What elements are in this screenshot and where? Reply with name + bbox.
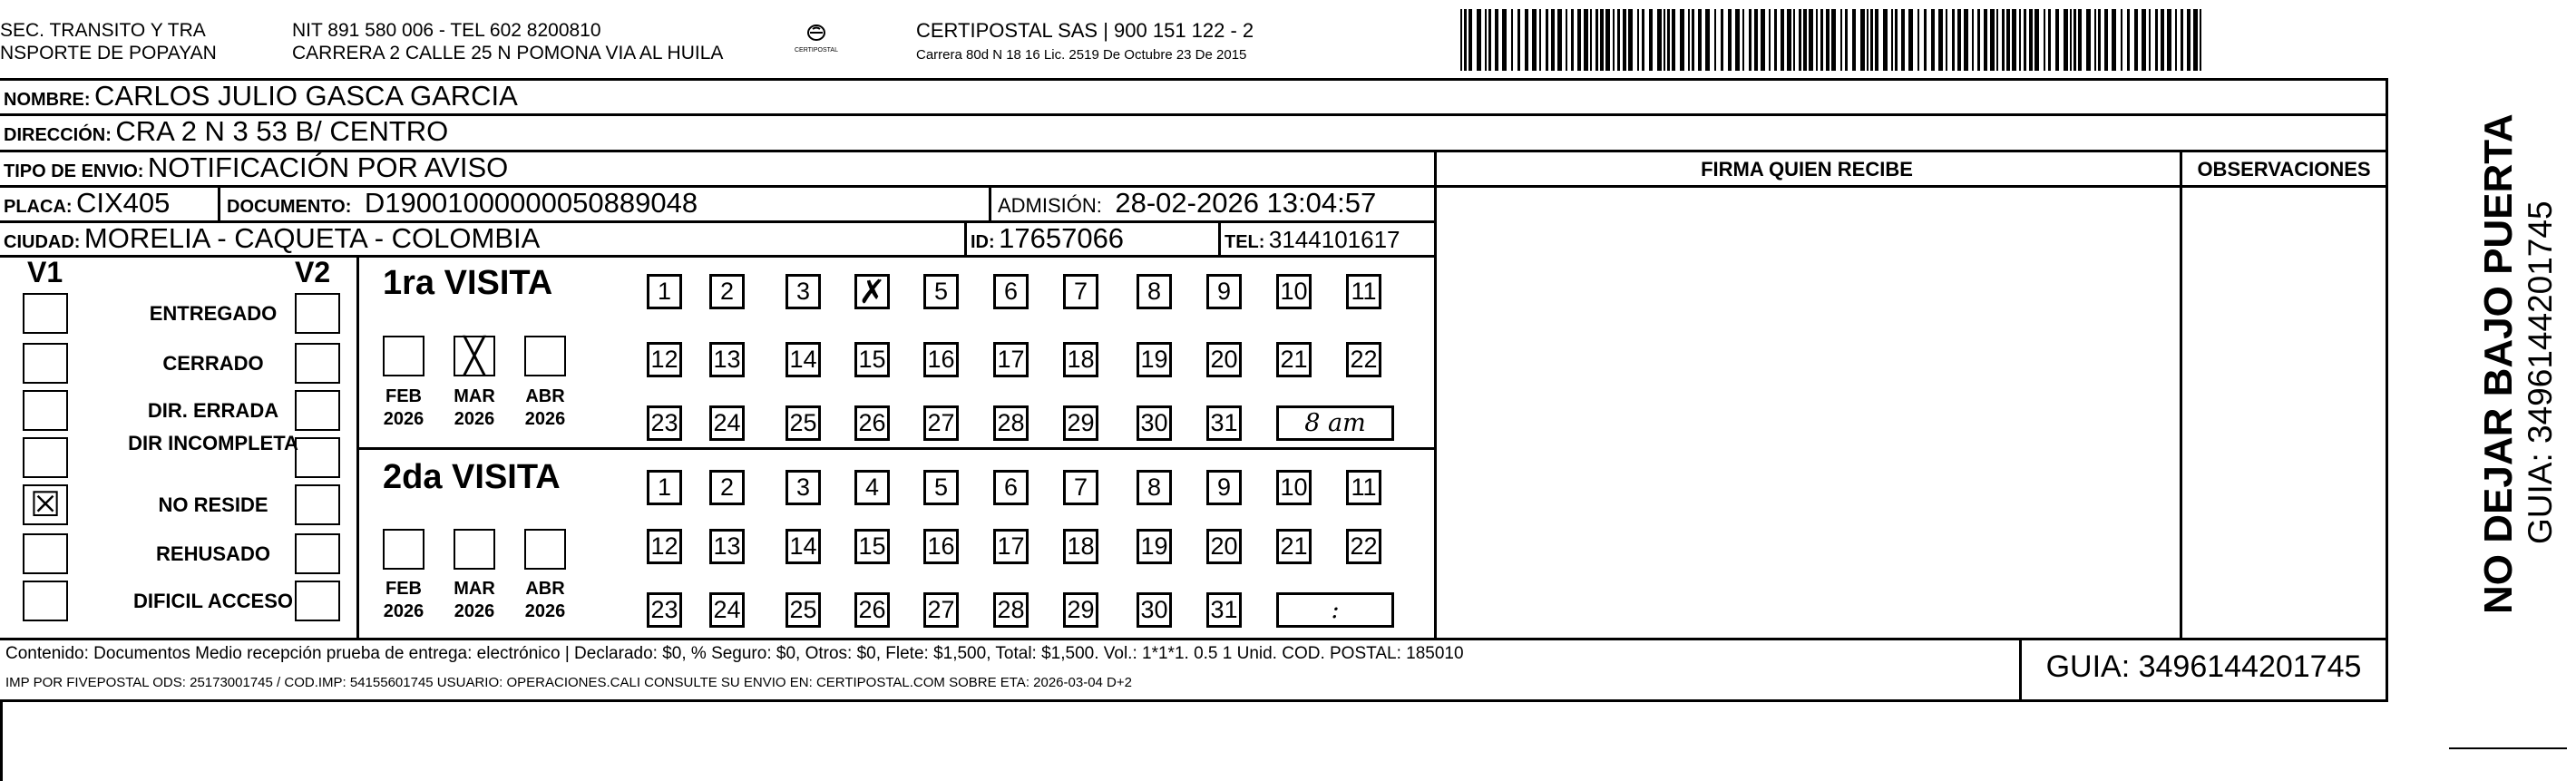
barcode-bar bbox=[1642, 9, 1644, 71]
barcode-bar bbox=[2094, 9, 2096, 71]
barcode-bar bbox=[1688, 9, 1690, 71]
v1-checkbox-1[interactable] bbox=[23, 343, 68, 384]
barcode-bar bbox=[1908, 9, 1913, 71]
barcode-bar bbox=[1891, 9, 1893, 71]
visit1-day-box[interactable]: 3 bbox=[785, 274, 821, 309]
documento-label: DOCUMENTO: bbox=[227, 197, 352, 217]
visit2-day-box[interactable]: 18 bbox=[1063, 529, 1098, 564]
barcode-bar bbox=[2104, 9, 2108, 71]
visit1-day-box[interactable]: 26 bbox=[854, 405, 890, 441]
month-name: ABR bbox=[525, 386, 565, 406]
visit2-day-box[interactable]: 26 bbox=[854, 592, 890, 628]
tipo-label: TIPO DE ENVIO: bbox=[4, 161, 144, 181]
visit2-day-box[interactable]: 1 bbox=[647, 470, 682, 505]
visit2-title: 2da VISITA bbox=[383, 458, 561, 496]
visit2-month-checkbox-1[interactable] bbox=[454, 529, 495, 570]
v1-checkbox-4[interactable]: ☒ bbox=[23, 484, 68, 525]
visit2-month-label bbox=[367, 578, 440, 623]
visit1-day-box[interactable]: 27 bbox=[923, 405, 959, 441]
barcode-bar bbox=[1595, 9, 1598, 71]
barcode-bar bbox=[2006, 9, 2010, 71]
visit2-day-box[interactable]: 2 bbox=[709, 470, 745, 505]
barcode-bar bbox=[2149, 9, 2151, 71]
v1-label: V1 bbox=[27, 256, 63, 288]
placa-label: PLACA: bbox=[4, 197, 73, 217]
status-reason-label: REHUSADO bbox=[156, 542, 270, 565]
visit2-day-box[interactable]: 31 bbox=[1206, 592, 1242, 628]
barcode-bar bbox=[1984, 9, 1987, 71]
visit2-day-box[interactable]: 12 bbox=[647, 529, 682, 564]
visit1-day-box[interactable]: 21 bbox=[1276, 342, 1312, 377]
barcode-bar bbox=[1820, 9, 1823, 71]
direccion-label: DIRECCIÓN: bbox=[4, 125, 112, 145]
visit2-day-box[interactable]: 20 bbox=[1206, 529, 1242, 564]
barcode-bar bbox=[1469, 9, 1472, 71]
status-reason-label: DIR. ERRADA bbox=[147, 399, 279, 422]
barcode-bar bbox=[2098, 9, 2101, 71]
admision-row bbox=[998, 187, 1376, 220]
visit2-month-checkbox-2[interactable] bbox=[524, 529, 566, 570]
v1-checkbox-6[interactable] bbox=[23, 581, 68, 621]
visit2-day-box[interactable]: 16 bbox=[923, 529, 959, 564]
visit1-day-box[interactable]: 8 bbox=[1137, 274, 1172, 309]
barcode-bar bbox=[2048, 9, 2051, 71]
barcode-bar bbox=[1600, 9, 1604, 71]
barcode-bar bbox=[2019, 9, 2021, 71]
direccion-row bbox=[4, 115, 448, 148]
month-year: 2026 bbox=[454, 409, 495, 429]
barcode-bar bbox=[1931, 9, 1935, 71]
barcode-bar bbox=[2200, 9, 2201, 71]
barcode-bar bbox=[1816, 9, 1818, 71]
barcode-bar bbox=[2064, 9, 2068, 71]
barcode-bar bbox=[2161, 9, 2164, 71]
barcode-bar bbox=[2029, 9, 2033, 71]
barcode-bar bbox=[1793, 9, 1795, 71]
visit2-month-label bbox=[509, 578, 581, 623]
barcode-bar bbox=[2034, 9, 2039, 71]
admision-value: 28-02-2026 13:04:57 bbox=[1115, 187, 1377, 219]
visit2-month-label bbox=[438, 578, 511, 623]
visit1-day-box[interactable]: 23 bbox=[647, 405, 682, 441]
firma-header: FIRMA QUIEN RECIBE bbox=[1701, 158, 1913, 181]
agency-line-2: NSPORTE DE POPAYAN bbox=[0, 43, 217, 63]
visit1-day-box[interactable]: 13 bbox=[709, 342, 745, 377]
visit2-day-box[interactable]: 3 bbox=[785, 470, 821, 505]
visit1-day-box[interactable]: 25 bbox=[785, 405, 821, 441]
visit1-day-box[interactable]: 28 bbox=[993, 405, 1029, 441]
visit1-day-box[interactable]: 31 bbox=[1206, 405, 1242, 441]
status-reason-label: DIFICIL ACCESO bbox=[132, 590, 293, 612]
barcode-bar bbox=[1623, 9, 1626, 71]
visit1-day-box[interactable]: 29 bbox=[1063, 405, 1098, 441]
barcode-bar bbox=[1761, 9, 1765, 71]
barcode-bar bbox=[1546, 9, 1548, 71]
visit2-day-box[interactable]: 14 bbox=[785, 529, 821, 564]
barcode-bar bbox=[1705, 9, 1710, 71]
visit2-day-box[interactable]: 15 bbox=[854, 529, 890, 564]
nit-line: NIT 891 580 006 - TEL 602 8200810 bbox=[292, 20, 601, 41]
barcode-bar bbox=[1517, 9, 1520, 71]
placa-row bbox=[4, 187, 170, 220]
visit1-day-box[interactable]: 17 bbox=[993, 342, 1029, 377]
barcode-bar bbox=[1488, 9, 1491, 71]
visit1-day-box[interactable]: ✗ bbox=[854, 274, 890, 309]
barcode-bar bbox=[1845, 9, 1848, 71]
logo-text: CERTIPOSTAL bbox=[795, 47, 838, 54]
barcode-bar bbox=[2044, 9, 2045, 71]
side-guia: GUIA: 3496144201745 bbox=[2522, 200, 2559, 544]
tel-value: 3144101617 bbox=[1268, 226, 1400, 253]
visit1-day-box[interactable]: 15 bbox=[854, 342, 890, 377]
barcode-bar bbox=[1803, 9, 1807, 71]
visit2-time-box[interactable]: : bbox=[1276, 592, 1394, 628]
barcode-bar bbox=[1946, 9, 1947, 71]
barcode-bar bbox=[1742, 9, 1744, 71]
visit1-day-box[interactable]: 20 bbox=[1206, 342, 1242, 377]
barcode-bar bbox=[1977, 9, 1980, 71]
barcode-bar bbox=[1840, 9, 1842, 71]
status-reason-label: CERRADO bbox=[162, 352, 264, 375]
barcode bbox=[1460, 9, 2204, 71]
admision-label: ADMISIÓN: bbox=[998, 194, 1102, 217]
visit1-day-box[interactable]: 16 bbox=[923, 342, 959, 377]
barcode-bar bbox=[1996, 9, 1998, 71]
barcode-bar bbox=[1692, 9, 1694, 71]
visit2-day-box[interactable]: 17 bbox=[993, 529, 1029, 564]
barcode-bar bbox=[1749, 9, 1751, 71]
barcode-bar bbox=[1557, 9, 1562, 71]
imp-text: IMP POR FIVEPOSTAL ODS: 25173001745 / COD.IMP: 54155601745 USUARIO: OPERACIONES.CALI CONSULTE SU ENVIO EN: CERTIPOSTAL.COM SOBRE ETA: 2026-03-04 D+2 bbox=[5, 675, 1132, 690]
barcode-bar bbox=[1657, 9, 1662, 71]
barcode-bar bbox=[1721, 9, 1723, 71]
barcode-bar bbox=[1613, 9, 1615, 71]
visit1-month-checkbox-2[interactable] bbox=[524, 336, 566, 376]
barcode-bar bbox=[1957, 9, 1961, 71]
visit2-day-box[interactable]: 11 bbox=[1346, 470, 1381, 505]
visit2-day-box[interactable]: 4 bbox=[854, 470, 890, 505]
documento-row bbox=[227, 187, 698, 220]
visit1-day-box[interactable]: 5 bbox=[923, 274, 959, 309]
barcode-bar bbox=[1735, 9, 1740, 71]
barcode-bar bbox=[1938, 9, 1943, 71]
visit1-day-box[interactable]: 11 bbox=[1346, 274, 1381, 309]
tipo-value: NOTIFICACIÓN POR AVISO bbox=[147, 151, 509, 183]
month-name: MAR bbox=[454, 386, 495, 406]
visit1-month-label bbox=[438, 386, 511, 431]
visit1-day-box[interactable]: 19 bbox=[1137, 342, 1172, 377]
barcode-bar bbox=[2078, 9, 2082, 71]
barcode-bar bbox=[2142, 9, 2146, 71]
footer-guia: GUIA: 3496144201745 bbox=[2045, 649, 2362, 684]
barcode-bar bbox=[1990, 9, 1995, 71]
month-name: FEB bbox=[385, 386, 422, 406]
visit1-day-box[interactable]: 12 bbox=[647, 342, 682, 377]
visit2-day-box[interactable]: 28 bbox=[993, 592, 1029, 628]
barcode-bar bbox=[1952, 9, 1955, 71]
visit2-day-box[interactable]: 6 bbox=[993, 470, 1029, 505]
barcode-bar bbox=[1769, 9, 1771, 71]
ciudad-label: CIUDAD: bbox=[4, 232, 81, 252]
month-name: FEB bbox=[385, 579, 422, 599]
month-year: 2026 bbox=[524, 601, 566, 621]
barcode-bar bbox=[2175, 9, 2177, 71]
visit1-day-box[interactable]: 1 bbox=[647, 274, 682, 309]
barcode-bar bbox=[1566, 9, 1567, 71]
barcode-bar bbox=[2012, 9, 2016, 71]
v1-checkbox-3[interactable] bbox=[23, 437, 68, 478]
visit1-month-checkbox-1[interactable]: ╳ bbox=[454, 336, 495, 376]
nombre-label: NOMBRE: bbox=[4, 90, 91, 110]
v2-label: V2 bbox=[295, 256, 331, 288]
no-dejar-warning: NO DEJAR BAJO PUERTA bbox=[2476, 113, 2521, 614]
nombre-row bbox=[4, 80, 518, 112]
visit2-day-box[interactable]: 19 bbox=[1137, 529, 1172, 564]
barcode-bar bbox=[1799, 9, 1801, 71]
barcode-bar bbox=[2112, 9, 2116, 71]
barcode-bar bbox=[1924, 9, 1927, 71]
visit1-day-box[interactable]: 7 bbox=[1063, 274, 1098, 309]
visit1-month-label bbox=[509, 386, 581, 431]
tel-row bbox=[1225, 226, 1400, 254]
v1-checkbox-5[interactable] bbox=[23, 533, 68, 574]
barcode-bar bbox=[1664, 9, 1665, 71]
id-value: 17657066 bbox=[999, 222, 1125, 254]
barcode-bar bbox=[1577, 9, 1581, 71]
barcode-bar bbox=[2002, 9, 2005, 71]
visit1-time-box[interactable]: 8 am bbox=[1276, 405, 1394, 441]
tipo-row bbox=[4, 151, 508, 184]
ciudad-row bbox=[4, 222, 540, 255]
month-year: 2026 bbox=[383, 601, 424, 621]
visit2-day-box[interactable]: 29 bbox=[1063, 592, 1098, 628]
barcode-bar bbox=[1809, 9, 1813, 71]
v1-checkbox-2[interactable] bbox=[23, 390, 68, 431]
visit2-day-box[interactable]: 8 bbox=[1137, 470, 1172, 505]
barcode-bar bbox=[1875, 9, 1878, 71]
visit2-day-box[interactable]: 24 bbox=[709, 592, 745, 628]
nombre-value: CARLOS JULIO GASCA GARCIA bbox=[94, 80, 518, 112]
barcode-bar bbox=[1964, 9, 1968, 71]
barcode-bar bbox=[1787, 9, 1791, 71]
month-year: 2026 bbox=[454, 601, 495, 621]
barcode-bar bbox=[2073, 9, 2076, 71]
id-row bbox=[971, 222, 1124, 255]
visit1-day-box[interactable]: 14 bbox=[785, 342, 821, 377]
barcode-bar bbox=[2024, 9, 2026, 71]
barcode-bar bbox=[1460, 9, 1462, 71]
barcode-bar bbox=[1571, 9, 1574, 71]
contenido-text: Contenido: Documentos Medio recepción prueba de entrega: electrónico | Declarado: $0, % Seguro: $0, Otros: $0, Flete: $1,500, Total: $1,500. Vol.: 1*1*1. 0.5 1 Unid. COD. POSTAL: 185010 bbox=[5, 644, 1464, 663]
status-reason-label: NO RESIDE bbox=[158, 493, 268, 516]
barcode-bar bbox=[1831, 9, 1836, 71]
visit2-day-box[interactable]: 30 bbox=[1137, 592, 1172, 628]
barcode-bar bbox=[1511, 9, 1513, 71]
barcode-bar bbox=[1584, 9, 1588, 71]
barcode-bar bbox=[2070, 9, 2072, 71]
visit1-day-box[interactable]: 2 bbox=[709, 274, 745, 309]
visit2-day-box[interactable]: 25 bbox=[785, 592, 821, 628]
barcode-bar bbox=[2187, 9, 2191, 71]
barcode-bar bbox=[1972, 9, 1974, 71]
company-line: CERTIPOSTAL SAS | 900 151 122 - 2 bbox=[916, 19, 1254, 42]
barcode-bar bbox=[1525, 9, 1528, 71]
tel-label: TEL: bbox=[1225, 232, 1265, 252]
barcode-bar bbox=[1883, 9, 1888, 71]
month-year: 2026 bbox=[524, 409, 566, 429]
visit1-day-box[interactable]: 6 bbox=[993, 274, 1029, 309]
barcode-bar bbox=[1539, 9, 1541, 71]
visit1-day-box[interactable]: 9 bbox=[1206, 274, 1242, 309]
barcode-bar bbox=[1628, 9, 1633, 71]
barcode-bar bbox=[1495, 9, 1498, 71]
barcode-bar bbox=[1901, 9, 1905, 71]
barcode-bar bbox=[1860, 9, 1865, 71]
ciudad-value: MORELIA - CAQUETA - COLOMBIA bbox=[83, 222, 541, 254]
visit1-month-checkbox-0[interactable] bbox=[383, 336, 424, 376]
barcode-bar bbox=[2181, 9, 2183, 71]
status-reason-label: DIR INCOMPLETA bbox=[128, 432, 298, 454]
visit2-day-box[interactable]: 21 bbox=[1276, 529, 1312, 564]
barcode-bar bbox=[1590, 9, 1592, 71]
barcode-bar bbox=[1852, 9, 1856, 71]
v1-checkbox-0[interactable] bbox=[23, 293, 68, 334]
barcode-bar bbox=[2155, 9, 2158, 71]
visit2-day-box[interactable]: 7 bbox=[1063, 470, 1098, 505]
address-line: CARRERA 2 CALLE 25 N POMONA VIA AL HUILA bbox=[292, 43, 724, 63]
barcode-bar bbox=[2127, 9, 2130, 71]
month-name: ABR bbox=[525, 579, 565, 599]
barcode-bar bbox=[1605, 9, 1610, 71]
visit2-day-box[interactable]: 9 bbox=[1206, 470, 1242, 505]
month-name: MAR bbox=[454, 579, 495, 599]
visit1-day-box[interactable]: 10 bbox=[1276, 274, 1312, 309]
barcode-bar bbox=[2134, 9, 2138, 71]
barcode-bar bbox=[1551, 9, 1555, 71]
barcode-bar bbox=[1870, 9, 1873, 71]
documento-value: D19001000000050889048 bbox=[364, 187, 698, 219]
visit2-day-box[interactable]: 27 bbox=[923, 592, 959, 628]
visit1-day-box[interactable]: 18 bbox=[1063, 342, 1098, 377]
visit1-month-label bbox=[367, 386, 440, 431]
barcode-bar bbox=[1477, 9, 1481, 71]
barcode-bar bbox=[1637, 9, 1639, 71]
barcode-bar bbox=[1895, 9, 1898, 71]
visit2-day-box[interactable]: 13 bbox=[709, 529, 745, 564]
barcode-bar bbox=[1532, 9, 1537, 71]
direccion-value: CRA 2 N 3 53 B/ CENTRO bbox=[115, 115, 449, 147]
barcode-bar bbox=[1781, 9, 1784, 71]
barcode-bar bbox=[1667, 9, 1670, 71]
barcode-bar bbox=[1774, 9, 1777, 71]
barcode-bar bbox=[1464, 9, 1467, 71]
barcode-bar bbox=[1826, 9, 1830, 71]
status-reason-label: ENTREGADO bbox=[149, 302, 278, 325]
barcode-bar bbox=[1485, 9, 1487, 71]
month-year: 2026 bbox=[383, 409, 424, 429]
barcode-bar bbox=[1728, 9, 1732, 71]
visit2-day-box[interactable]: 10 bbox=[1276, 470, 1312, 505]
observaciones-header: OBSERVACIONES bbox=[2197, 158, 2371, 181]
visit1-day-box[interactable]: 22 bbox=[1346, 342, 1381, 377]
barcode-bar bbox=[1649, 9, 1653, 71]
barcode-bar bbox=[2167, 9, 2171, 71]
visit2-day-box[interactable]: 22 bbox=[1346, 529, 1381, 564]
barcode-bar bbox=[2086, 9, 2091, 71]
barcode-bar bbox=[1867, 9, 1869, 71]
barcode-bar bbox=[2055, 9, 2059, 71]
barcode-bar bbox=[1680, 9, 1684, 71]
barcode-bar bbox=[1617, 9, 1620, 71]
company-address: Carrera 80d N 18 16 Lic. 2519 De Octubre 23 De 2015 bbox=[916, 47, 1247, 63]
visit2-day-box[interactable]: 5 bbox=[923, 470, 959, 505]
agency-line-1: SEC. TRANSITO Y TRA bbox=[0, 20, 206, 41]
visit1-title: 1ra VISITA bbox=[383, 264, 553, 302]
barcode-bar bbox=[1502, 9, 1507, 71]
visit1-day-box[interactable]: 24 bbox=[709, 405, 745, 441]
barcode-bar bbox=[1698, 9, 1702, 71]
visit2-day-box[interactable]: 23 bbox=[647, 592, 682, 628]
barcode-bar bbox=[1754, 9, 1758, 71]
id-label: ID: bbox=[971, 232, 995, 252]
barcode-bar bbox=[1714, 9, 1716, 71]
barcode-bar bbox=[2121, 9, 2122, 71]
barcode-bar bbox=[1672, 9, 1675, 71]
visit1-day-box[interactable]: 30 bbox=[1137, 405, 1172, 441]
barcode-bar bbox=[1917, 9, 1919, 71]
barcode-bar bbox=[2193, 9, 2198, 71]
placa-value: CIX405 bbox=[76, 187, 171, 219]
visit2-month-checkbox-0[interactable] bbox=[383, 529, 424, 570]
